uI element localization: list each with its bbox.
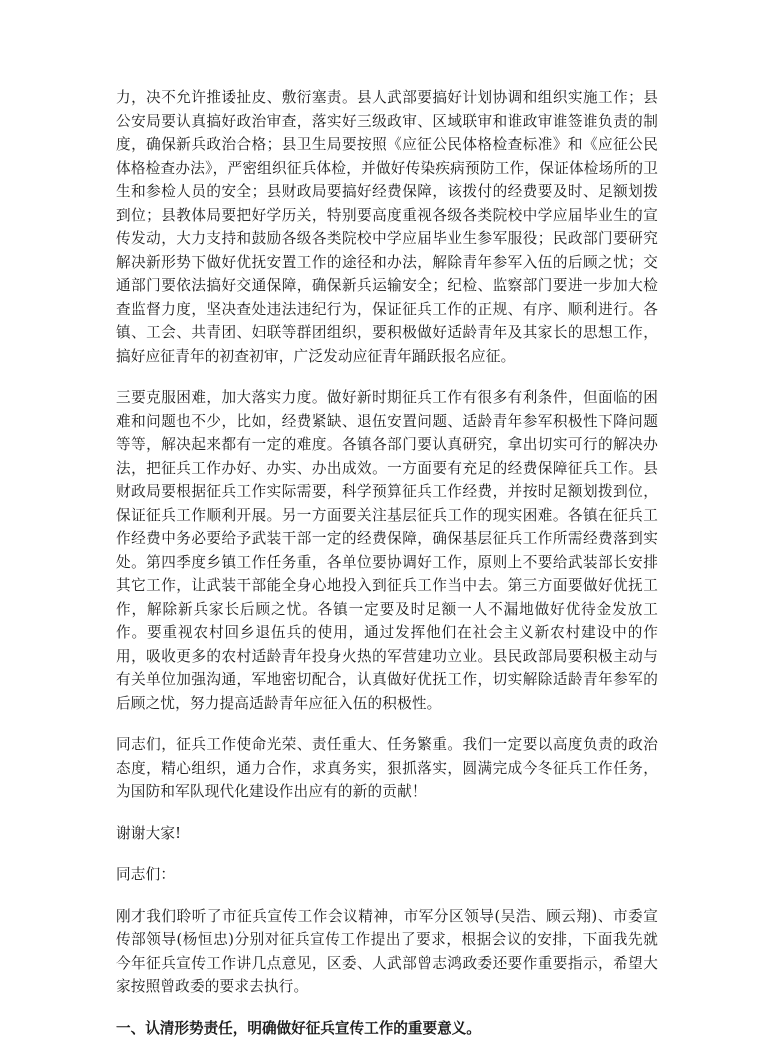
paragraph-closing-remarks: 同志们，征兵工作使命光荣、责任重大、任务繁重。我们一定要以高度负责的政治态度，精心组织，通力合作，求真务实，狠抓落实，圆满完成今冬征兵工作任务，为国防和军队现代化建设作出应有的新的贡献！ bbox=[116, 733, 658, 804]
paragraph-conscription-duties: 力，决不允许推诿扯皮、敷衍塞责。县人武部要搞好计划协调和组织实施工作；县公安局要认真搞好政治审查，落实好三级政审、区域联审和谁政审谁签谁负责的制度，确保新兵政治合格；县卫生局要按照《应征公民体格检查标准》和《应征公民体格检查办法》，严密组织征兵体检，并做好传染疾病预防工作，保证体检场所的卫生和参检人员的安全；县财政局要搞好经费保障，该拨付的经费要及时、足额划拨到位；县教体局要把好学历关，特别要高度重视各级各类院校中学应届毕业生的宣传发动，大力支持和鼓励各级各类院校中学应届毕业生参军服役；民政部门要研究解决新形势下做好优抚安置工作的途径和办法，解除青年参军入伍的后顾之忧；交通部门要依法搞好交通保障，确保新兵运输安全；纪检、监察部门要进一步加大检查监督力度，坚决查处违法违纪行为，保证征兵工作的正规、有序、顺利进行。各镇、工会、共青团、妇联等群团组织，要积极做好适龄青年及其家长的思想工作，搞好应征青年的初查初审，广泛发动应征青年踊跃报名应征。 bbox=[116, 86, 658, 368]
paragraph-thanks: 谢谢大家! bbox=[116, 822, 658, 846]
paragraph-overcome-difficulties: 三要克服困难，加大落实力度。做好新时期征兵工作有很多有利条件，但面临的困难和问题也不少，比如，经费紧缺、退伍安置问题、适龄青年参军积极性下降问题等等，解决起来都有一定的难度。各镇各部门要认真研究，拿出切实可行的解决办法，把征兵工作办好、办实、办出成效。一方面要有充足的经费保障征兵工作。县财政局要根据征兵工作实际需要，科学预算征兵工作经费，并按时足额划拨到位，保证征兵工作顺利开展。另一方面要关注基层征兵工作的现实困难。各镇在征兵工作经费中务必要给予武装干部一定的经费保障，确保基层征兵工作所需经费落到实处。第四季度乡镇工作任务重，各单位要协调好工作，原则上不要给武装部长安排其它工作，让武装干部能全身心地投入到征兵工作当中去。第三方面要做好优抚工作，解除新兵家长后顾之忧。各镇一定要及时足额一人不漏地做好优待金发放工作。要重视农村回乡退伍兵的使用，通过发挥他们在社会主义新农村建设中的作用，吸收更多的农村适龄青年投身火热的军营建功立业。县民政部局要积极主动与有关单位加强沟通，军地密切配合，认真做好优抚工作，切实解除适龄青年参军的后顾之忧，努力提高适龄青年应征入伍的积极性。 bbox=[116, 386, 658, 715]
paragraph-salutation: 同志们： bbox=[116, 863, 658, 887]
paragraph-introduction: 刚才我们聆听了市征兵宣传工作会议精神，市军分区领导(吴浩、顾云翔)、市委宣传部领导(杨恒忠)分别对征兵宣传工作提出了要求，根据会议的安排，下面我先就今年征兵宣传工作讲几点意见，区委、人武部曾志鸿政委还要作重要指示，希望大家按照曾政委的要求去执行。 bbox=[116, 905, 658, 999]
section-heading: 一、认清形势责任，明确做好征兵宣传工作的重要意义。 bbox=[116, 1017, 658, 1040]
